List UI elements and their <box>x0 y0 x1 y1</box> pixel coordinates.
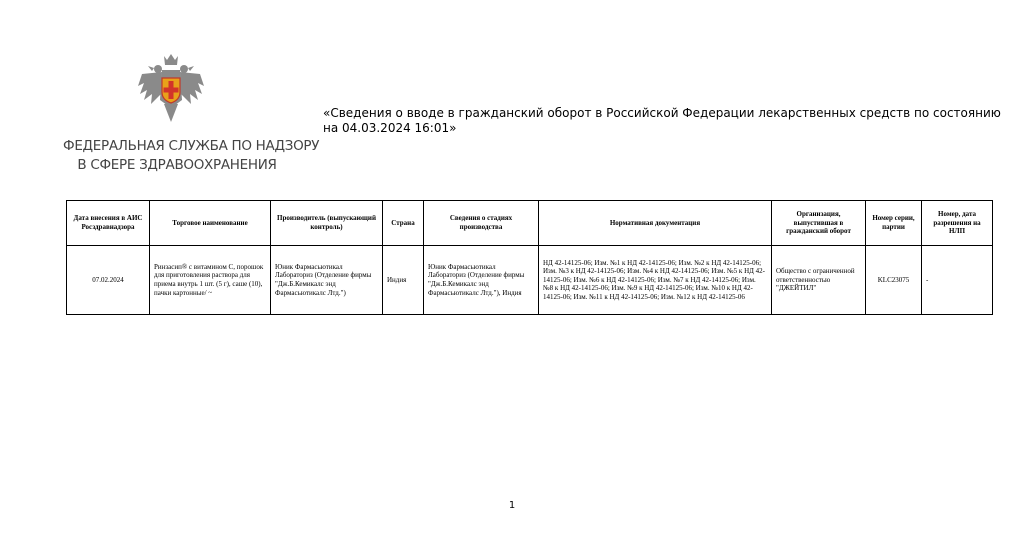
cell-series: KLC23075 <box>866 246 922 315</box>
org-name-line1: ФЕДЕРАЛЬНАЯ СЛУЖБА ПО НАДЗОРУ <box>63 138 320 154</box>
org-name-line2: В СФЕРЕ ЗДРАВООХРАНЕНИЯ <box>77 157 277 173</box>
column-header-documentation: Нормативная документация <box>539 201 772 246</box>
document-title: «Сведения о вводе в гражданский оборот в Российской Федерации лекарственных средств по состоянию на 04.03.2024 16:01» <box>323 106 1001 135</box>
page-number: 1 <box>508 500 516 511</box>
column-header-date: Дата внесения в АИС Росздравнадзора <box>67 201 150 246</box>
double-headed-eagle-emblem-icon <box>134 52 208 126</box>
medicines-table <box>66 200 993 315</box>
cell-organization: Общество с ограниченной ответственностью "ДЖЕЙТИЛ" <box>772 246 866 315</box>
cell-country: Индия <box>383 246 424 315</box>
cell-permit: - <box>922 246 993 315</box>
column-header-trade-name: Торговое наименование <box>150 201 271 246</box>
cell-date: 07.02.2024 <box>67 246 150 315</box>
column-header-stages: Сведения о стадиях производства <box>424 201 539 246</box>
column-header-permit: Номер, дата разрешения на НЛП <box>922 201 993 246</box>
cell-stages: Юник Фармасьютикал Лабораториз (Отделение фирмы "Дж.Б.Кемикалс энд Фармасьютикалс Лтд."), Индия <box>424 246 539 315</box>
cell-trade-name: Ринзасип® с витамином С, порошок для приготовления раствора для приема внутрь 1 шт. (5 г), саше (10), пачки картонные/ ~ <box>150 246 271 315</box>
table-row <box>67 246 993 315</box>
cell-documentation: НД 42-14125-06; Изм. №1 к НД 42-14125-06; Изм. №2 к НД 42-14125-06; Изм. №3 к НД 42-14125-06; Изм. №4 к НД 42-14125-06; Изм. №5 к НД 42-14125-06; Изм. №6 к НД 42-14125-06; Изм. №7 к НД 42-14125-06; Изм. №8 к НД 42-14125-06; Изм. №9 к НД 42-14125-06; Изм. №10 к НД 42-14125-06; Изм. №11 к НД 42-14125-06; Изм. №12 к НД 42-14125-06 <box>539 246 772 315</box>
cell-manufacturer: Юник Фармасьютикал Лабораториз (Отделение фирмы "Дж.Б.Кемикалс энд Фармасьютикалс Лтд.") <box>271 246 383 315</box>
table-header-row <box>67 201 993 246</box>
column-header-country: Страна <box>383 201 424 246</box>
column-header-organization: Организация, выпустившая в гражданский оборот <box>772 201 866 246</box>
column-header-series: Номер серии, партии <box>866 201 922 246</box>
column-header-manufacturer: Производитель (выпускающий контроль) <box>271 201 383 246</box>
organization-name <box>63 137 320 175</box>
